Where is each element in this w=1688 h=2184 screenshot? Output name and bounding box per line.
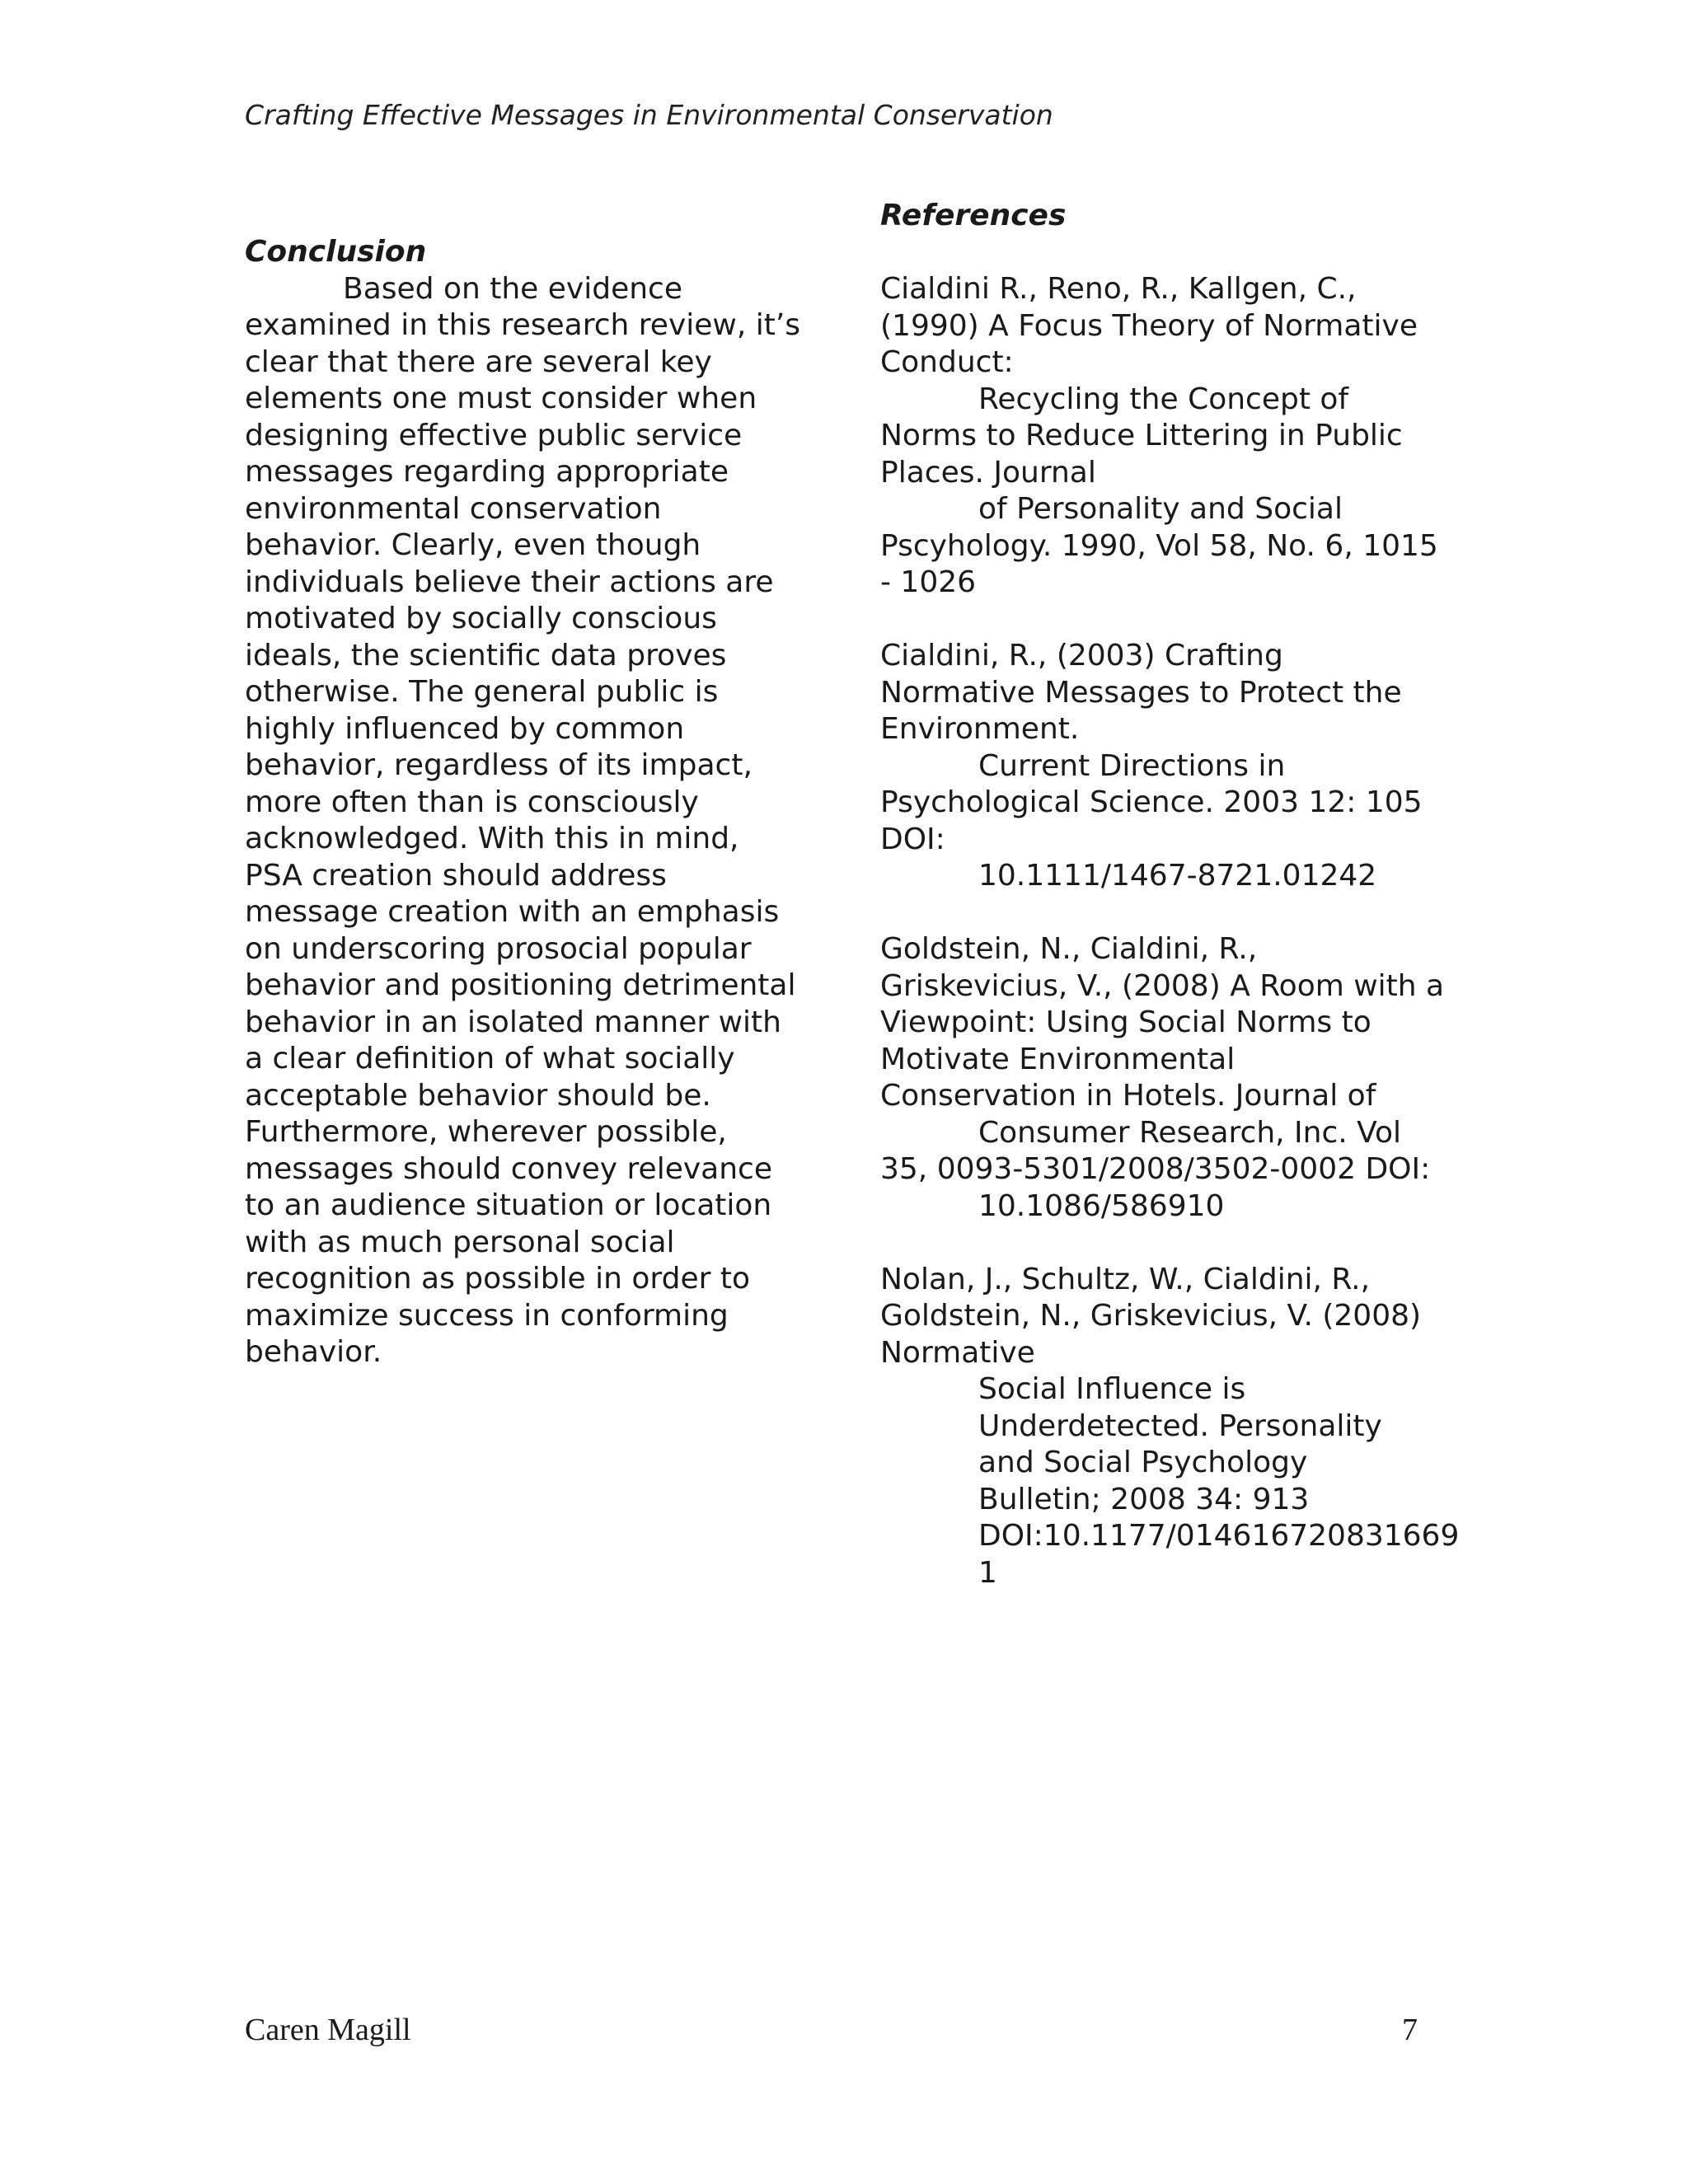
conclusion-line: messages should convey relevance	[245, 1151, 772, 1186]
reference-line: Goldstein, N., Cialdini, R.,	[880, 932, 1258, 966]
conclusion-line: Furthermore, wherever possible,	[245, 1115, 727, 1149]
conclusion-line: elements one must consider when	[245, 382, 757, 415]
conclusion-line: motivated by socially conscious	[245, 602, 717, 635]
conclusion-line: environmental conservation	[245, 491, 662, 526]
conclusion-line: behavior and positioning detrimental	[245, 968, 796, 1002]
reference-line: Goldstein, N., Griskevicius, V. (2008)	[880, 1299, 1422, 1333]
reference-entry	[880, 931, 1449, 1225]
conclusion-line: acceptable behavior should be.	[245, 1078, 711, 1113]
reference-line: and Social Psychology	[978, 1446, 1308, 1479]
conclusion-line: more often than is consciously	[245, 785, 699, 819]
conclusion-line: examined in this research review, it’s	[245, 308, 801, 342]
reference-line: Motivate Environmental	[880, 1042, 1236, 1076]
conclusion-heading: Conclusion	[245, 235, 427, 269]
reference-gap	[880, 895, 1449, 932]
reference-line: Griskevicius, V., (2008) A Room with a	[880, 968, 1445, 1003]
conclusion-line: acknowledged. With this in mind,	[245, 822, 739, 855]
conclusion-line: to an audience situation or location	[245, 1188, 772, 1222]
reference-line: Viewpoint: Using Social Norms to	[880, 1005, 1372, 1039]
reference-line: Consumer Research, Inc. Vol	[978, 1115, 1401, 1150]
conclusion-line: PSA creation should address	[245, 858, 667, 893]
reference-entry	[880, 638, 1449, 895]
reference-line: Recycling the Concept of	[978, 382, 1349, 416]
reference-line: Conservation in Hotels. Journal of	[880, 1079, 1376, 1113]
references-list	[880, 271, 1460, 1591]
reference-gap	[880, 602, 1449, 639]
references-heading: References	[880, 199, 1067, 232]
conclusion-section	[245, 234, 822, 1371]
reference-line: Environment.	[880, 712, 1080, 746]
running-header: Crafting Effective Messages in Environmental Conservation	[245, 99, 1053, 131]
reference-line: Cialdini R., Reno, R., Kallgen, C.,	[880, 272, 1357, 306]
conclusion-line: messages regarding appropriate	[245, 455, 729, 489]
page-number: 7	[1402, 2013, 1418, 2047]
spacer	[880, 235, 1449, 272]
conclusion-line: on underscoring prosocial popular	[245, 931, 752, 966]
conclusion-body	[245, 271, 822, 1371]
conclusion-line: otherwise. The general public is	[245, 675, 719, 709]
reference-line: of Personality and Social	[978, 492, 1343, 526]
conclusion-line: maximize success in conforming	[245, 1298, 729, 1333]
reference-line: (1990) A Focus Theory of Normative	[880, 308, 1418, 343]
conclusion-line: ideals, the scientific data proves	[245, 638, 727, 673]
reference-entry	[880, 271, 1449, 602]
reference-line: - 1026	[880, 565, 977, 599]
conclusion-line: with as much personal social	[245, 1225, 675, 1259]
conclusion-line: behavior in an isolated manner with	[245, 1005, 781, 1039]
reference-line: Current Directions in	[978, 748, 1286, 783]
reference-line: Conduct:	[880, 345, 1014, 379]
conclusion-line: recognition as possible in order to	[245, 1262, 750, 1296]
reference-line: Norms to Reduce Littering in Public	[880, 419, 1403, 452]
footer-author: Caren Magill	[245, 2013, 411, 2047]
conclusion-line: highly influenced by common	[245, 711, 685, 746]
conclusion-line: clear that there are several key	[245, 344, 712, 379]
reference-line: Psychological Science. 2003 12: 105	[880, 785, 1423, 819]
conclusion-line: behavior. Clearly, even though	[245, 528, 701, 562]
reference-line: Normative Messages to Protect the	[880, 675, 1402, 710]
conclusion-line: Based on the evidence	[343, 271, 682, 306]
reference-line: 1	[978, 1555, 997, 1590]
reference-line: Social Influence is	[978, 1372, 1246, 1406]
reference-line: 10.1111/1467-8721.01242	[978, 859, 1377, 893]
reference-line: DOI:10.1177/014616720831669	[978, 1519, 1460, 1553]
reference-line: Nolan, J., Schultz, W., Cialdini, R.,	[880, 1262, 1371, 1296]
conclusion-line: a clear definition of what socially	[245, 1042, 735, 1076]
reference-line: Cialdini, R., (2003) Crafting	[880, 639, 1283, 673]
reference-line: Bulletin; 2008 34: 913	[978, 1482, 1310, 1516]
conclusion-line: designing effective public service	[245, 418, 743, 452]
reference-line: DOI:	[880, 822, 945, 856]
reference-line: Underdetected. Personality	[978, 1408, 1382, 1443]
reference-line: 10.1086/586910	[978, 1188, 1225, 1223]
reference-line: Pscyhology. 1990, Vol 58, No. 6, 1015	[880, 528, 1438, 563]
conclusion-line: behavior.	[245, 1335, 382, 1369]
conclusion-line: behavior, regardless of its impact,	[245, 748, 753, 782]
references-section	[880, 198, 1460, 1591]
conclusion-line: individuals believe their actions are	[245, 565, 774, 599]
conclusion-line: message creation with an emphasis	[245, 895, 780, 929]
reference-entry	[880, 1262, 1460, 1592]
reference-line: Places. Journal	[880, 455, 1096, 490]
reference-line: Normative	[880, 1335, 1035, 1370]
reference-line: 35, 0093-5301/2008/3502-0002 DOI:	[880, 1152, 1431, 1186]
reference-gap	[880, 1225, 1449, 1262]
